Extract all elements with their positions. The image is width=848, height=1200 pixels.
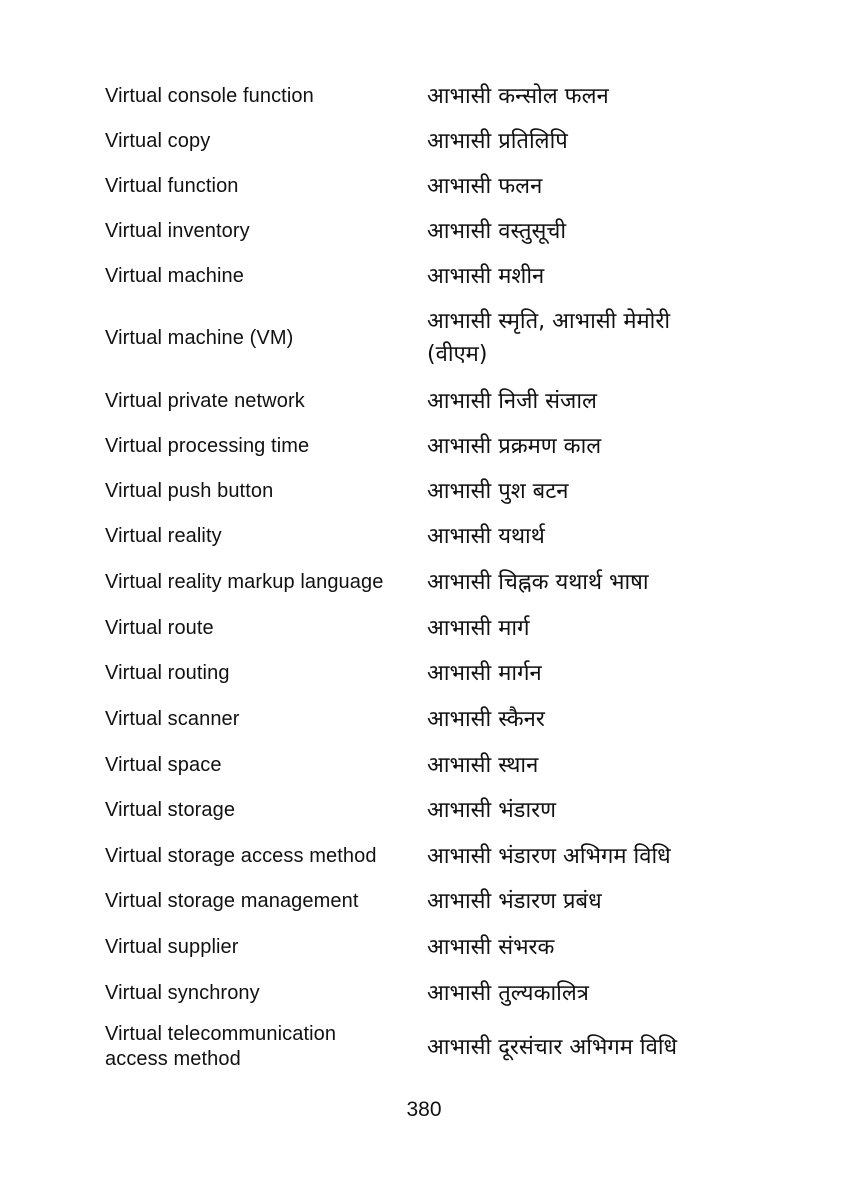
hindi-translation: आभासी फलन xyxy=(427,173,543,199)
english-term: Virtual push button xyxy=(105,479,274,502)
hindi-translation: आभासी कन्सोल फलन xyxy=(427,83,609,109)
glossary-entry xyxy=(105,260,745,292)
glossary-entry xyxy=(105,931,745,963)
english-term: Virtual copy xyxy=(105,129,211,152)
english-term: Virtual storage management xyxy=(105,889,359,912)
glossary-entry xyxy=(105,80,745,112)
english-term: Virtual private network xyxy=(105,389,305,412)
english-term: Virtual machine xyxy=(105,264,244,287)
english-term: Virtual machine (VM) xyxy=(105,326,294,349)
english-term: Virtual reality markup language xyxy=(105,570,384,593)
hindi-translation: आभासी स्कैनर xyxy=(427,706,545,732)
hindi-translation: आभासी भंडारण xyxy=(427,797,557,823)
glossary-entry xyxy=(105,657,745,689)
english-term: Virtual storage access method xyxy=(105,844,377,867)
english-term: Virtual console function xyxy=(105,84,314,107)
glossary-entry xyxy=(105,566,745,598)
glossary-entry xyxy=(105,794,745,826)
glossary-entry xyxy=(105,385,745,417)
hindi-translation: आभासी वस्तुसूची xyxy=(427,218,567,244)
hindi-translation: आभासी चिह्नक यथार्थ भाषा xyxy=(427,569,649,595)
english-term: Virtual reality xyxy=(105,524,222,547)
english-term: Virtual supplier xyxy=(105,935,239,958)
hindi-translation: आभासी स्मृति, आभासी मेमोरी (वीएम) xyxy=(427,309,671,367)
hindi-translation: आभासी प्रक्रमण काल xyxy=(427,433,602,459)
glossary-entry xyxy=(105,977,745,1009)
glossary-entry xyxy=(105,125,745,157)
english-term: Virtual telecommunication access method xyxy=(105,1023,337,1070)
hindi-translation: आभासी निजी संजाल xyxy=(427,388,597,414)
english-term: Virtual processing time xyxy=(105,434,310,457)
hindi-translation: आभासी पुश बटन xyxy=(427,478,569,504)
english-term: Virtual space xyxy=(105,753,222,776)
glossary-entry xyxy=(105,885,745,917)
glossary-entry xyxy=(105,840,745,872)
glossary-entry xyxy=(105,475,745,507)
hindi-translation: आभासी भंडारण अभिगम विधि xyxy=(427,843,671,869)
hindi-translation: आभासी प्रतिलिपि xyxy=(427,128,568,154)
english-term: Virtual routing xyxy=(105,661,230,684)
glossary-entry xyxy=(105,215,745,247)
glossary-entry xyxy=(105,1020,745,1074)
hindi-translation: आभासी मार्गन xyxy=(427,660,542,686)
glossary-entry xyxy=(105,749,745,781)
glossary-entry xyxy=(105,305,745,371)
hindi-translation: आभासी तुल्यकालित्र xyxy=(427,980,589,1006)
hindi-translation: आभासी दूरसंचार अभिगम विधि xyxy=(427,1034,678,1060)
glossary-entry xyxy=(105,170,745,202)
english-term: Virtual route xyxy=(105,616,214,639)
hindi-translation: आभासी मशीन xyxy=(427,263,545,289)
glossary-entry xyxy=(105,612,745,644)
hindi-translation: आभासी भंडारण प्रबंध xyxy=(427,888,602,914)
english-term: Virtual storage xyxy=(105,798,236,821)
glossary-entry xyxy=(105,520,745,552)
page-number: 380 xyxy=(406,1098,442,1121)
english-term: Virtual function xyxy=(105,174,239,197)
glossary-entry xyxy=(105,430,745,462)
hindi-translation: आभासी यथार्थ xyxy=(427,523,545,549)
hindi-translation: आभासी मार्ग xyxy=(427,615,530,641)
hindi-translation: आभासी स्थान xyxy=(427,752,539,778)
english-term: Virtual synchrony xyxy=(105,981,260,1004)
english-term: Virtual inventory xyxy=(105,219,250,242)
glossary-entry xyxy=(105,703,745,735)
hindi-translation: आभासी संभरक xyxy=(427,934,555,960)
english-term: Virtual scanner xyxy=(105,707,240,730)
